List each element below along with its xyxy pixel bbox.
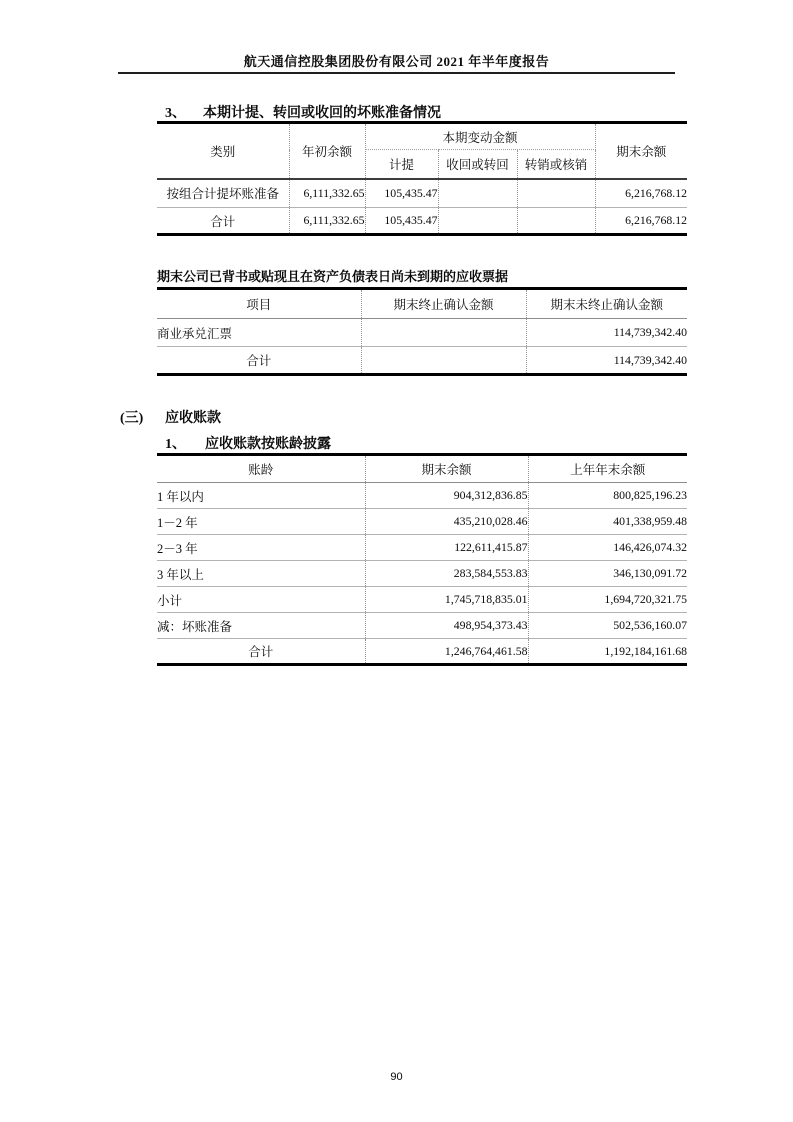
section-3-heading [165,102,441,122]
category-cell: 合计 [157,208,289,235]
accrual-cell: 105,435.47 [365,179,438,208]
ending-balance-cell: 1,745,718,835.01 [365,587,528,613]
aging-label-cell: 1－2 年 [157,509,365,535]
ending-balance-cell: 6,216,768.12 [625,213,688,227]
beginning-balance-cell: 6,111,332.65 [289,179,365,208]
ending-balance-cell: 6,216,768.12 [595,179,687,208]
aging-label-cell: 合计 [157,639,365,665]
table-row [157,561,687,587]
col-header-recovered: 收回或转回 [438,150,517,179]
recovered-cell [438,208,517,235]
section-3-number: 3、 [165,106,186,121]
table-row [157,509,687,535]
col-header-accrual: 计提 [365,150,438,179]
table-row-total [157,347,687,375]
aging-label-cell: 减：坏账准备 [157,613,365,639]
aging-label-cell: 1 年以内 [157,483,365,509]
accrual-cell: 105,435.47 [365,208,438,235]
written-off-cell [517,208,595,235]
header-divider [118,72,675,74]
col-header-item: 项目 [157,289,361,319]
col-header-prior-year-balance: 上年年末余额 [528,455,687,483]
prior-balance-cell: 401,338,959.48 [528,509,687,535]
bad-debt-provision-table [157,121,687,236]
ending-balance-cell: 1,246,764,461.58 [365,639,528,665]
section-c1-heading [165,433,331,453]
prior-balance-cell: 1,192,184,161.68 [604,643,687,658]
ending-balance-cell: 283,584,553.83 [365,561,528,587]
table-row [157,535,687,561]
prior-balance-cell: 346,130,091.72 [528,561,687,587]
aging-label-cell: 小计 [157,587,365,613]
category-cell: 按组合计提坏账准备 [157,179,289,208]
recovered-cell [438,179,517,208]
col-header-ending-balance: 期末余额 [595,123,687,179]
prior-balance-cell: 1,694,720,321.75 [528,587,687,613]
table-row [157,179,687,208]
col-header-ending-balance: 期末余额 [365,455,528,483]
prior-balance-cell: 502,536,160.07 [528,613,687,639]
col-header-aging: 账龄 [157,455,365,483]
ending-balance-cell: 122,611,415.87 [365,535,528,561]
item-cell: 合计 [157,347,361,375]
aging-label-cell: 3 年以上 [157,561,365,587]
col-header-not-derecognized: 期末未终止确认金额 [526,289,687,319]
table-row-total [157,639,687,665]
written-off-cell [517,179,595,208]
section-c-heading [120,407,221,427]
prior-balance-cell: 800,825,196.23 [528,483,687,509]
table-row [157,613,687,639]
endorsed-notes-table [157,287,687,376]
section-3-title: 本期计提、转回或收回的坏账准备情况 [203,106,441,121]
not-derecognized-cell: 114,739,342.40 [526,319,687,347]
aging-label-cell: 2－3 年 [157,535,365,561]
report-header-title: 航天通信控股集团股份有限公司 2021 年半年度报告 [243,54,550,69]
section-c-title: 应收账款 [165,411,221,426]
ending-balance-cell: 498,954,373.43 [365,613,528,639]
table-row [157,483,687,509]
not-derecognized-cell: 114,739,342.40 [613,352,687,367]
aging-table [157,453,687,666]
section-c-number: (三) [120,411,144,426]
page-number: 90 [390,1071,403,1083]
prior-balance-cell: 146,426,074.32 [528,535,687,561]
section-c1-title: 应收账款按账龄披露 [205,437,331,452]
table-row [157,587,687,613]
col-header-written-off: 转销或核销 [517,150,595,179]
derecognized-cell [361,347,526,375]
table-row [157,319,687,347]
col-header-derecognized: 期末终止确认金额 [361,289,526,319]
beginning-balance-cell: 6,111,332.65 [289,208,365,235]
col-header-category: 类别 [157,123,289,179]
col-header-current-change: 本期变动金额 [365,123,595,150]
endorsed-notes-title: 期末公司已背书或贴现且在资产负债表日尚未到期的应收票据 [157,269,509,284]
ending-balance-cell: 904,312,836.85 [365,483,528,509]
ending-balance-cell: 435,210,028.46 [365,509,528,535]
item-cell: 商业承兑汇票 [157,319,361,347]
derecognized-cell [361,319,526,347]
table-row-total [157,208,687,235]
section-c1-number: 1、 [165,437,186,452]
col-header-beginning-balance: 年初余额 [289,123,365,179]
